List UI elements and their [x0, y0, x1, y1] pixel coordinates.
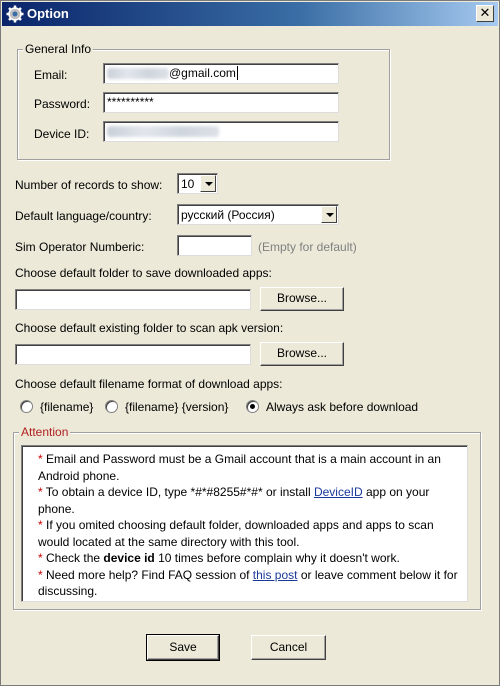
password-value: ********** [107, 95, 154, 109]
language-label: Default language/country: [15, 209, 152, 223]
sim-hint: (Empty for default) [258, 240, 357, 254]
bullet-icon: * [38, 567, 43, 582]
scan-folder-input[interactable] [15, 344, 251, 365]
bullet-icon: * [38, 452, 43, 466]
browse-download-button[interactable]: Browse... [260, 287, 344, 311]
deviceid-link[interactable]: DeviceID [313, 485, 363, 499]
bullet-icon: * [38, 485, 43, 499]
radio-filename-version-label[interactable]: {filename} {version} [125, 400, 229, 414]
save-button[interactable]: Save [147, 635, 219, 660]
cancel-button[interactable]: Cancel [251, 635, 326, 660]
radio-filename-label[interactable]: {filename} [40, 400, 94, 414]
password-label: Password: [34, 97, 91, 111]
password-field[interactable] [103, 92, 339, 113]
filename-format-label: Choose default filename format of download apps: [15, 377, 283, 391]
download-folder-input[interactable] [15, 289, 251, 310]
sim-operator-input[interactable] [177, 235, 252, 256]
gear-icon [6, 5, 24, 23]
email-redacted [107, 68, 169, 79]
sim-label: Sim Operator Numberic: [15, 240, 145, 254]
text-cursor [237, 66, 238, 80]
email-label: Email: [34, 68, 68, 82]
radio-always-ask[interactable] [246, 400, 259, 413]
note-item: * To obtain a device ID, type *#*#8255#*#* or install DeviceID app on your phone. [38, 485, 430, 516]
chevron-down-icon[interactable] [321, 206, 337, 223]
records-select[interactable] [177, 173, 218, 194]
attention-notes [21, 445, 468, 602]
title-bar[interactable] [2, 2, 498, 26]
device-id-emphasis: device id [103, 551, 155, 565]
close-icon: ✕ [479, 5, 491, 20]
close-button[interactable] [476, 5, 494, 22]
chevron-down-icon[interactable] [200, 175, 216, 192]
language-select[interactable] [177, 204, 339, 225]
note-item: * Email and Password must be a Gmail account that is a main account in an Android phone. [38, 452, 441, 483]
general-info-legend: General Info [25, 42, 92, 56]
attention-legend: Attention [21, 425, 69, 439]
records-label: Number of records to show: [15, 178, 163, 192]
this-post-link[interactable]: this post [252, 567, 298, 582]
email-domain: @gmail.com [169, 66, 236, 80]
note-item: * Check the device id 10 times before complain why it doesn't work. [38, 551, 400, 565]
records-value: 10 [181, 177, 195, 191]
email-field[interactable] [103, 63, 339, 84]
device-id-field[interactable] [103, 121, 339, 142]
note-item: * If you omited choosing default folder, downloaded apps and apps to scan would located at the same directory with this tool. [38, 518, 434, 549]
scan-folder-label: Choose default existing folder to scan apk version: [15, 321, 284, 335]
download-folder-label: Choose default folder to save downloaded apps: [15, 266, 272, 280]
device-id-redacted [107, 126, 219, 137]
bullet-icon: * [38, 518, 43, 532]
window-title: Option [27, 6, 69, 21]
device-id-label: Device ID: [34, 127, 90, 141]
radio-filename-version[interactable] [105, 400, 118, 413]
bullet-icon: * [38, 551, 43, 565]
language-value: русский (Россия) [181, 208, 275, 222]
note-item: * Need more help? Find FAQ session of this post or leave comment below it for discussing. [38, 567, 458, 598]
browse-scan-button[interactable]: Browse... [260, 342, 344, 366]
radio-filename[interactable] [20, 400, 33, 413]
radio-always-ask-label[interactable]: Always ask before download [266, 400, 419, 414]
